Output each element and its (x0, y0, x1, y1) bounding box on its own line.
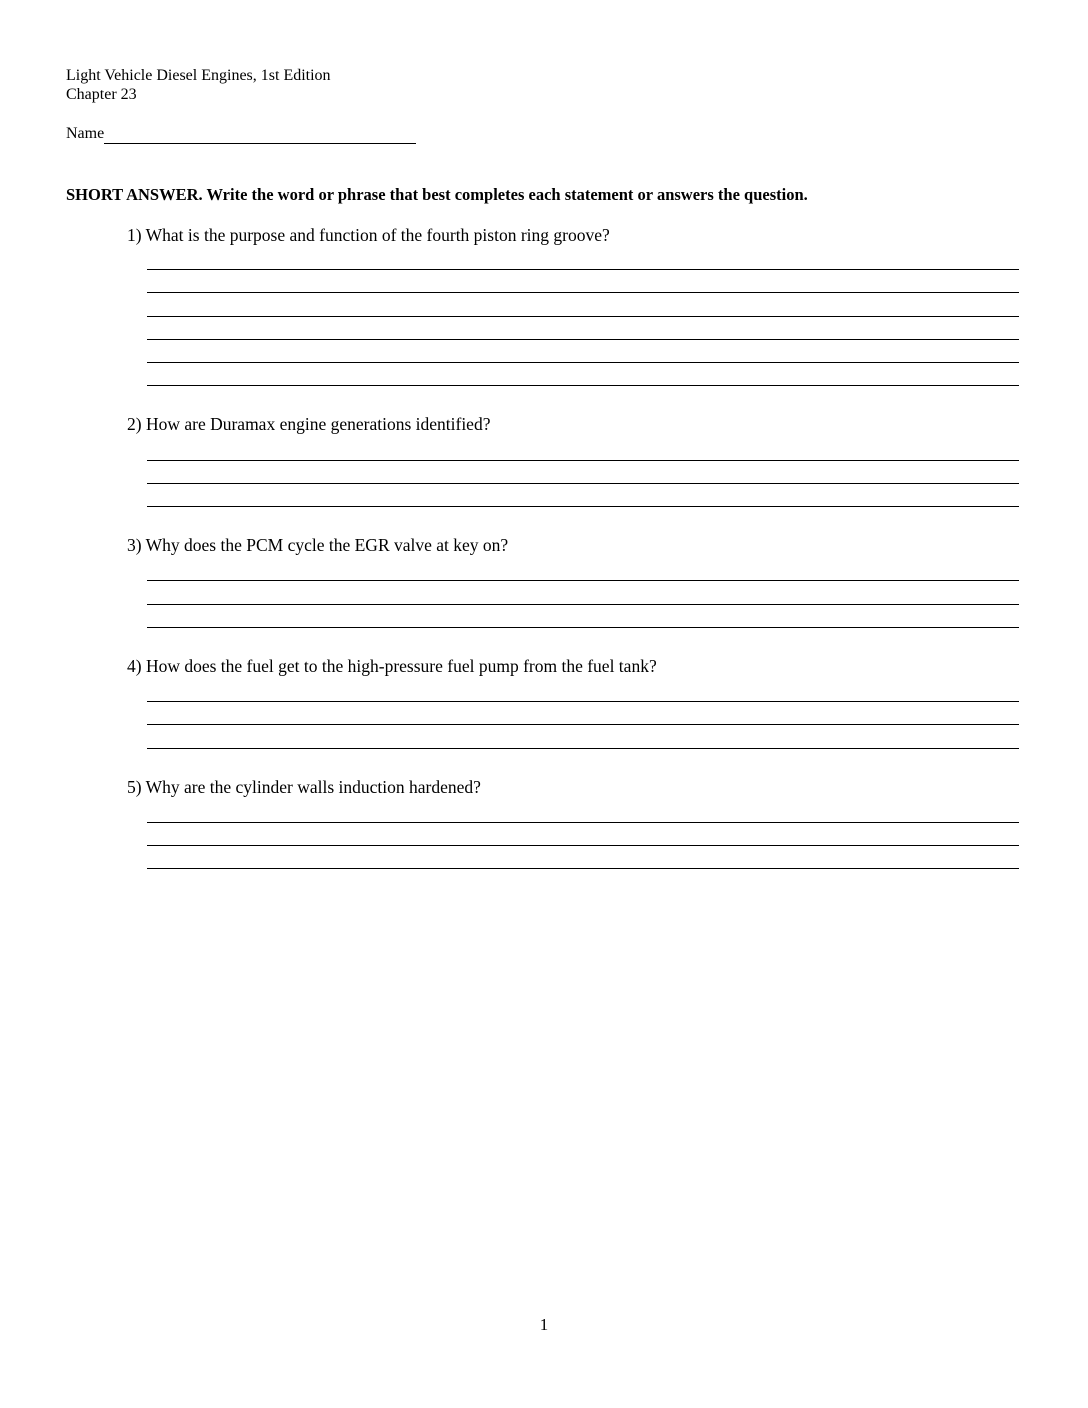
answer-line (147, 339, 1019, 340)
answer-line (147, 316, 1019, 317)
question-4: 4) How does the fuel get to the high-pressure fuel pump from the fuel tank? (127, 656, 657, 676)
answer-line (147, 362, 1019, 363)
chapter-label: Chapter 23 (66, 86, 137, 103)
answer-line (147, 604, 1019, 605)
answer-line (147, 460, 1019, 461)
name-field-row (66, 124, 416, 144)
answer-line (147, 868, 1019, 869)
section-instructions: SHORT ANSWER. Write the word or phrase that best completes each statement or answers the question. (66, 185, 808, 204)
answer-line (147, 580, 1019, 581)
answer-line (147, 724, 1019, 725)
answer-line (147, 506, 1019, 507)
answer-line (147, 269, 1019, 270)
name-blank-line (104, 124, 416, 144)
question-3: 3) Why does the PCM cycle the EGR valve at key on? (127, 535, 509, 555)
question-5: 5) Why are the cylinder walls induction hardened? (127, 777, 481, 797)
page-number: 1 (539, 1315, 549, 1334)
document-header (66, 66, 331, 104)
answer-line (147, 822, 1019, 823)
answer-line (147, 845, 1019, 846)
book-title: Light Vehicle Diesel Engines, 1st Edition (66, 67, 331, 84)
answer-line (147, 292, 1019, 293)
answer-line (147, 627, 1019, 628)
question-1: 1) What is the purpose and function of the fourth piston ring groove? (127, 225, 610, 245)
answer-line (147, 483, 1019, 484)
answer-line (147, 701, 1019, 702)
question-2: 2) How are Duramax engine generations identified? (127, 414, 491, 434)
answer-line (147, 748, 1019, 749)
name-label: Name (66, 125, 105, 142)
answer-line (147, 385, 1019, 386)
